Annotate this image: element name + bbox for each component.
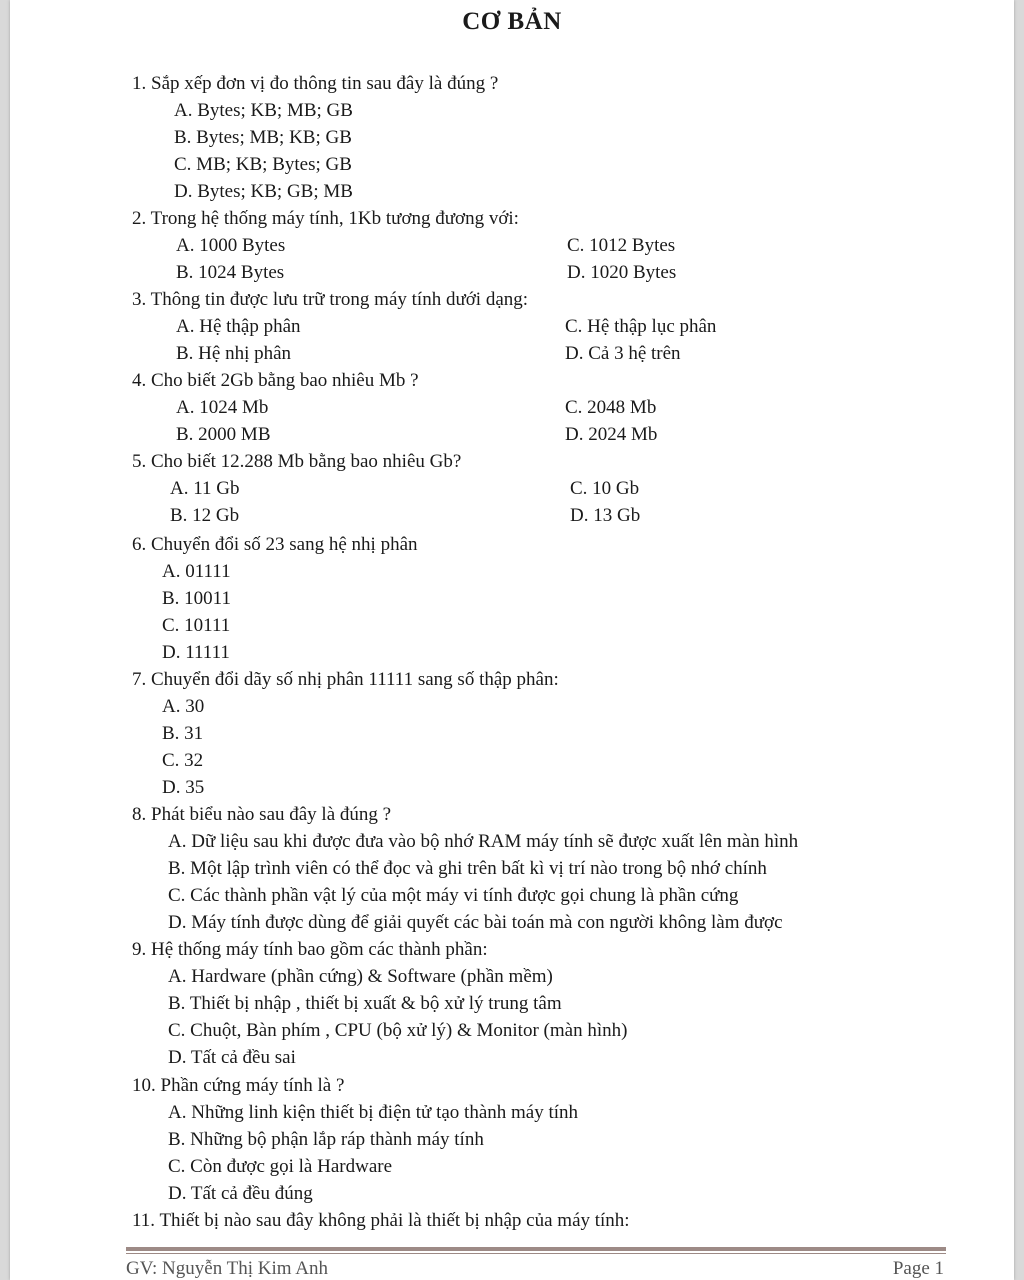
q8-option-b: B. Một lập trình viên có thể đọc và ghi trên bất kì vị trí nào trong bộ nhớ chính [168, 858, 767, 879]
q6-option-a: A. 01111 [162, 561, 231, 582]
q9-option-c: C. Chuột, Bàn phím , CPU (bộ xử lý) & Monitor (màn hình) [168, 1020, 628, 1041]
q1-option-c: C. MB; KB; Bytes; GB [174, 154, 352, 175]
q5-option-a: A. 11 Gb [170, 478, 240, 499]
question-8: 8. Phát biểu nào sau đây là đúng ? [132, 804, 392, 825]
footer-author: GV: Nguyễn Thị Kim Anh [126, 1258, 328, 1279]
q10-option-a: A. Những linh kiện thiết bị điện tử tạo thành máy tính [168, 1102, 579, 1123]
q8-option-a: A. Dữ liệu sau khi được đưa vào bộ nhớ RAM máy tính sẽ được xuất lên màn hình [168, 831, 799, 852]
q10-option-b: B. Những bộ phận lắp ráp thành máy tính [168, 1129, 484, 1150]
q1-option-d: D. Bytes; KB; GB; MB [174, 181, 353, 202]
q3-option-c: C. Hệ thập lục phân [565, 316, 717, 337]
q3-option-a: A. Hệ thập phân [176, 316, 301, 337]
q2-option-a: A. 1000 Bytes [176, 235, 286, 256]
document-page [10, 0, 1014, 1280]
q6-option-b: B. 10011 [162, 588, 231, 609]
q4-option-c: C. 2048 Mb [565, 397, 657, 418]
q4-option-b: B. 2000 MB [176, 424, 271, 445]
q9-option-a: A. Hardware (phần cứng) & Software (phần mềm) [168, 966, 553, 987]
question-2: 2. Trong hệ thống máy tính, 1Kb tương đương với: [132, 208, 519, 229]
q7-option-b: B. 31 [162, 723, 204, 744]
footer-divider [126, 1247, 946, 1251]
question-7: 7. Chuyển đổi dãy số nhị phân 11111 sang số thập phân: [132, 669, 559, 690]
q2-option-d: D. 1020 Bytes [567, 262, 677, 283]
q1-option-b: B. Bytes; MB; KB; GB [174, 127, 352, 148]
q10-option-d: D. Tất cả đều đúng [168, 1183, 313, 1204]
q7-option-c: C. 32 [162, 750, 204, 771]
question-10: 10. Phần cứng máy tính là ? [132, 1075, 345, 1096]
question-3: 3. Thông tin được lưu trữ trong máy tính dưới dạng: [132, 289, 529, 310]
q9-option-b: B. Thiết bị nhập , thiết bị xuất & bộ xử lý trung tâm [168, 993, 562, 1014]
q2-option-b: B. 1024 Bytes [176, 262, 285, 283]
footer-divider-thin [126, 1253, 946, 1254]
q9-option-d: D. Tất cả đều sai [168, 1047, 296, 1068]
q5-option-c: C. 10 Gb [570, 478, 640, 499]
question-6: 6. Chuyển đổi số 23 sang hệ nhị phân [132, 534, 418, 555]
question-4: 4. Cho biết 2Gb bằng bao nhiêu Mb ? [132, 370, 419, 391]
q6-option-c: C. 10111 [162, 615, 231, 636]
question-9: 9. Hệ thống máy tính bao gồm các thành phần: [132, 939, 488, 960]
q4-option-d: D. 2024 Mb [565, 424, 658, 445]
footer-page-number: Page 1 [892, 1258, 944, 1279]
q8-option-c: C. Các thành phần vật lý của một máy vi tính được gọi chung là phần cứng [168, 885, 739, 906]
q8-option-d: D. Máy tính được dùng để giải quyết các bài toán mà con người không làm được [168, 912, 783, 933]
q3-option-b: B. Hệ nhị phân [176, 343, 292, 364]
q1-option-a: A. Bytes; KB; MB; GB [174, 100, 353, 121]
q7-option-d: D. 35 [162, 777, 205, 798]
question-1: 1. Sắp xếp đơn vị đo thông tin sau đây là đúng ? [132, 73, 499, 94]
q5-option-b: B. 12 Gb [170, 505, 240, 526]
q4-option-a: A. 1024 Mb [176, 397, 269, 418]
q3-option-d: D. Cả 3 hệ trên [565, 343, 681, 364]
q5-option-d: D. 13 Gb [570, 505, 641, 526]
q2-option-c: C. 1012 Bytes [567, 235, 676, 256]
question-11: 11. Thiết bị nào sau đây không phải là thiết bị nhập của máy tính: [132, 1210, 630, 1231]
q6-option-d: D. 11111 [162, 642, 230, 663]
q10-option-c: C. Còn được gọi là Hardware [168, 1156, 393, 1177]
question-5: 5. Cho biết 12.288 Mb bằng bao nhiêu Gb? [132, 451, 462, 472]
page-title: CƠ BẢN [462, 8, 562, 35]
q7-option-a: A. 30 [162, 696, 205, 717]
